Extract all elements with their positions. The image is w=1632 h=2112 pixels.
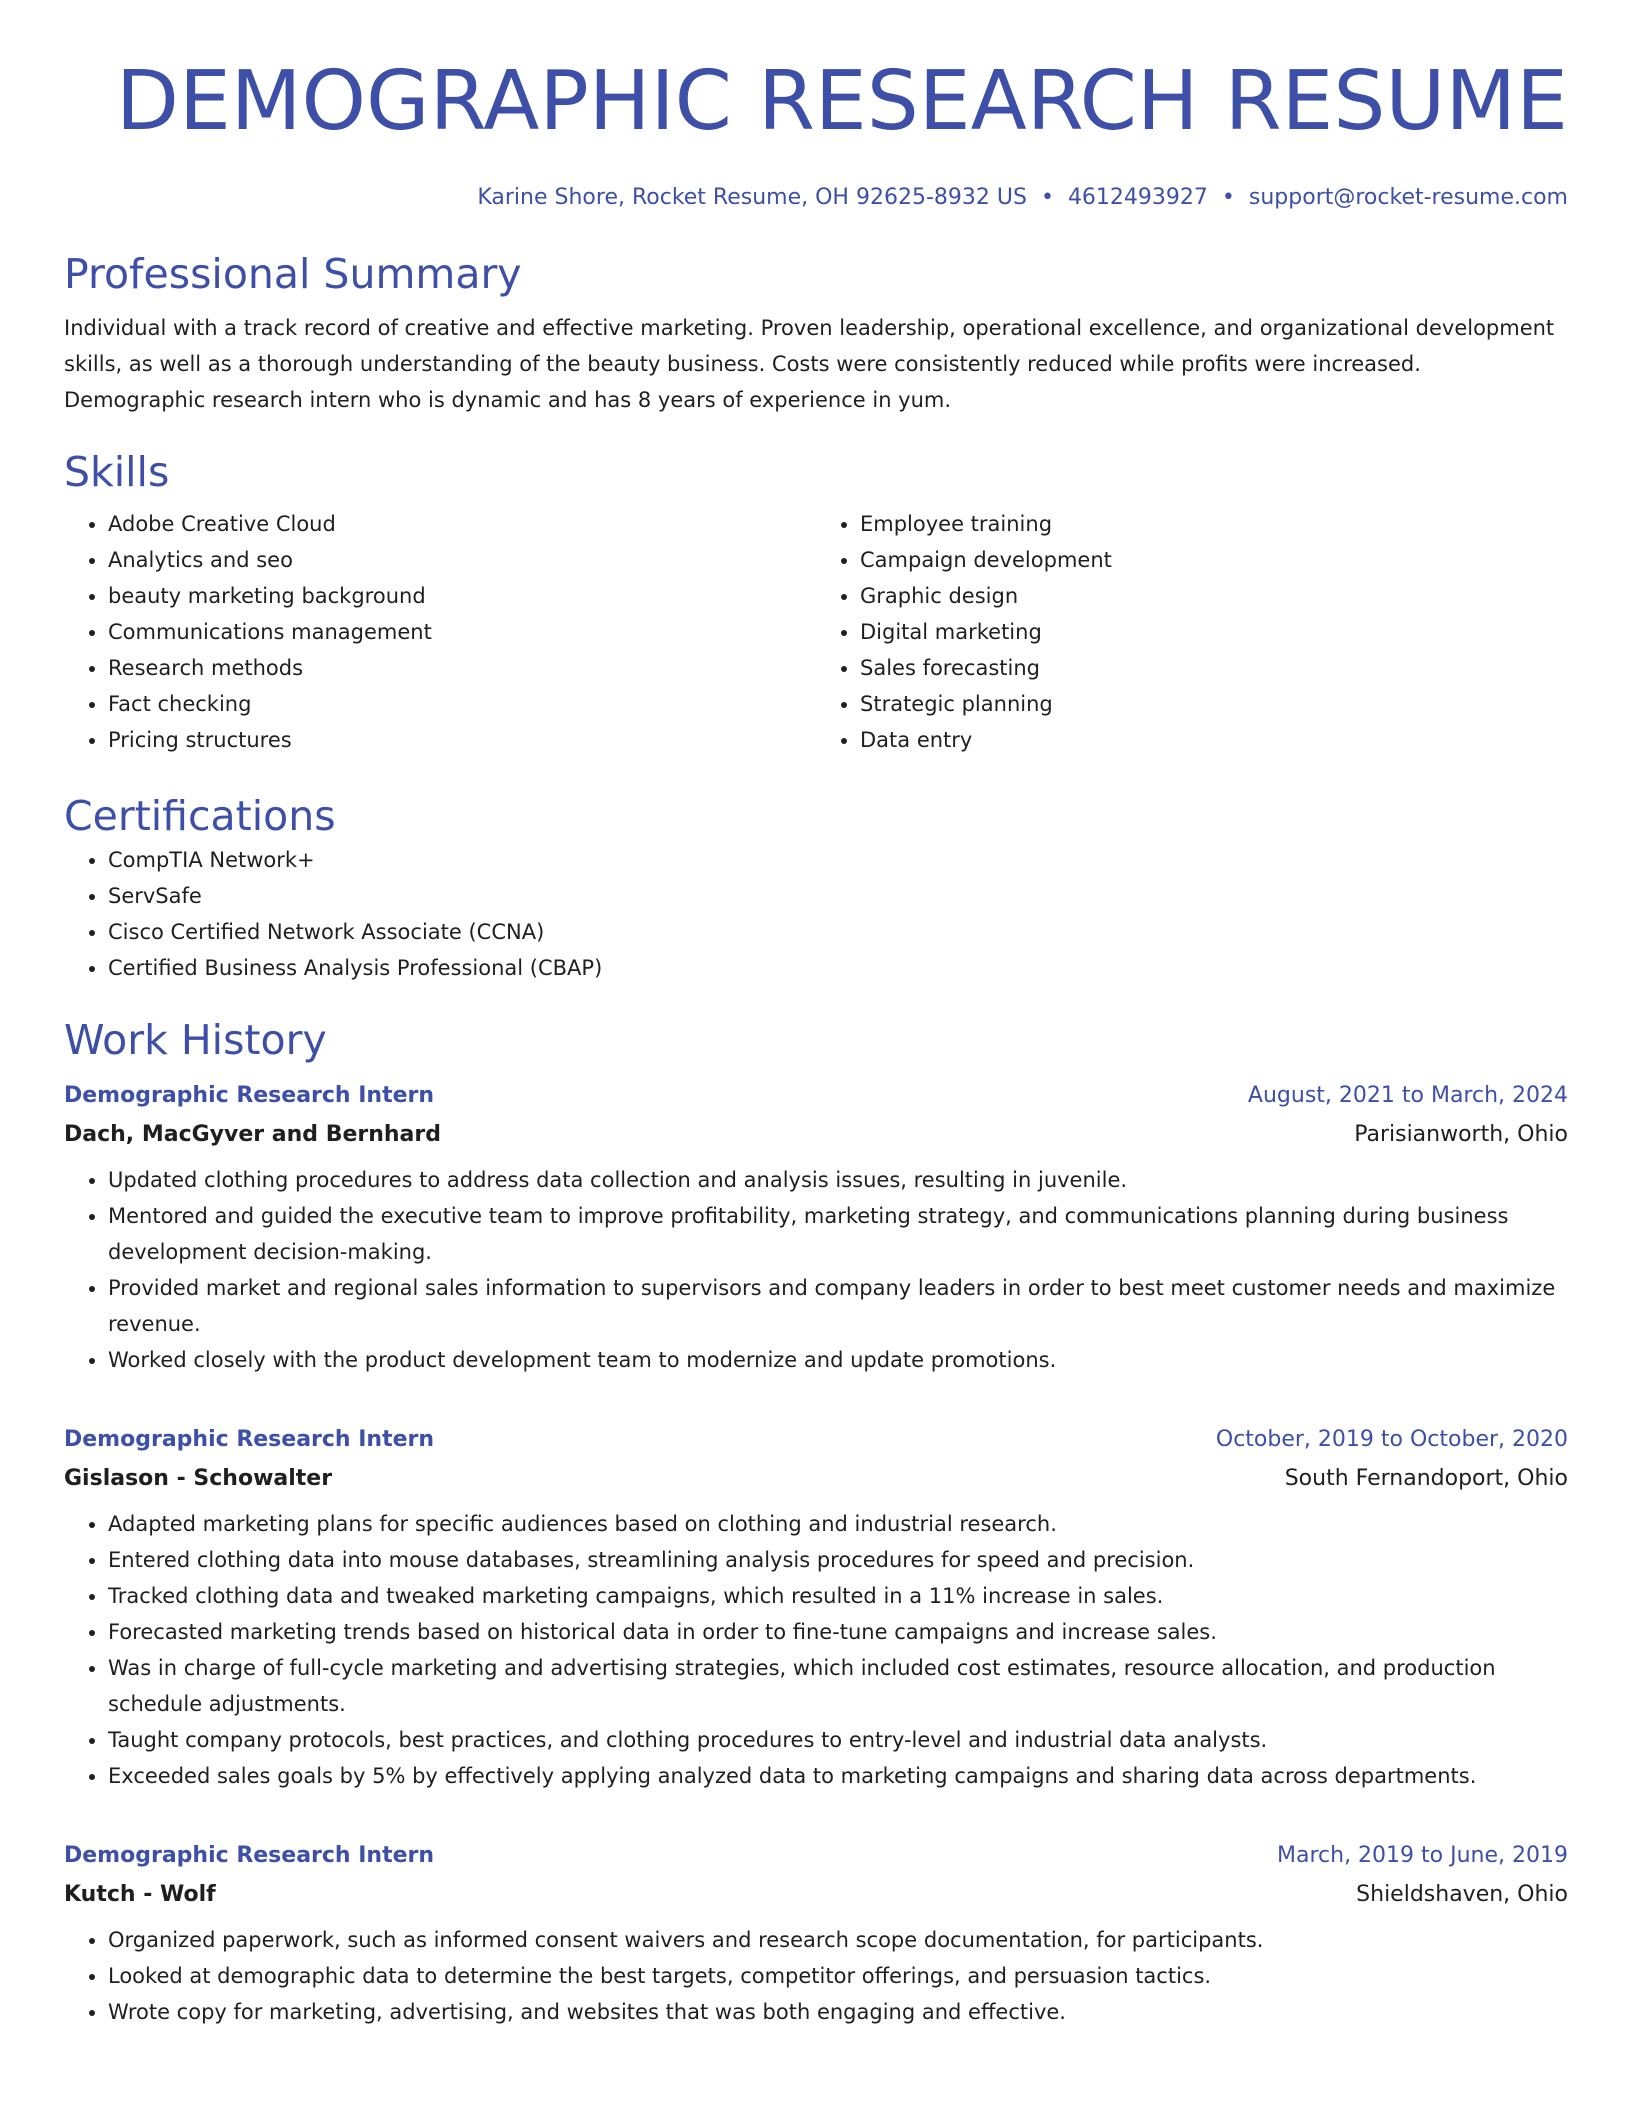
job-bullet: • Was in charge of full-cycle marketing and advertising strategies, which included cost estimates, resource allocation, and production schedule adjustments. bbox=[108, 1650, 1568, 1722]
job-entry bbox=[64, 1836, 1568, 2030]
job-bullet: • Tracked clothing data and tweaked marketing campaigns, which resulted in a 11% increase in sales. bbox=[108, 1578, 1568, 1614]
job-header-row bbox=[64, 1076, 1568, 1116]
certification-item: • Certified Business Analysis Professional (CBAP) bbox=[108, 950, 1568, 986]
job-bullet: • Mentored and guided the executive team to improve profitability, marketing strategy, and communications planning during business development decision-making. bbox=[108, 1198, 1568, 1270]
contact-separator: • bbox=[1040, 185, 1054, 210]
job-company: Dach, MacGyver and Bernhard bbox=[64, 1122, 441, 1147]
skill-item: • Graphic design bbox=[860, 578, 1568, 614]
contact-separator: • bbox=[1221, 185, 1235, 210]
job-header-row bbox=[64, 1420, 1568, 1460]
job-company-row bbox=[64, 1116, 1568, 1154]
job-bullet: • Entered clothing data into mouse databases, streamlining analysis procedures for speed and precision. bbox=[108, 1542, 1568, 1578]
job-location: South Fernandoport, Ohio bbox=[1284, 1466, 1568, 1491]
certifications-heading: Certifications bbox=[64, 792, 336, 840]
job-company: Kutch - Wolf bbox=[64, 1882, 216, 1907]
job-bullet: • Taught company protocols, best practices, and clothing procedures to entry-level and industrial data analysts. bbox=[108, 1722, 1568, 1758]
certification-item: • CompTIA Network+ bbox=[108, 842, 1568, 878]
job-title: Demographic Research Intern bbox=[64, 1083, 435, 1108]
job-bullet: • Provided market and regional sales information to supervisors and company leaders in order to best meet customer needs and maximize revenue. bbox=[108, 1270, 1568, 1342]
job-bullet: • Adapted marketing plans for specific audiences based on clothing and industrial research. bbox=[108, 1506, 1568, 1542]
certification-item: • Cisco Certified Network Associate (CCNA) bbox=[108, 914, 1568, 950]
skill-item: • Communications management bbox=[108, 614, 816, 650]
skills-heading: Skills bbox=[64, 448, 170, 496]
job-location: Parisianworth, Ohio bbox=[1354, 1122, 1568, 1147]
job-bullet: • Exceeded sales goals by 5% by effectively applying analyzed data to marketing campaigns and sharing data across departments. bbox=[108, 1758, 1568, 1794]
resume-page bbox=[64, 0, 1568, 2030]
summary-text: Individual with a track record of creative and effective marketing. Proven leadership, operational excellence, and organizational development skills, as well as a thorough understanding of the beauty business. Costs were consistently reduced while profits were increased. Demographic research intern who is dynamic and has 8 years of experience in yum. bbox=[64, 316, 1555, 412]
job-title: Demographic Research Intern bbox=[64, 1427, 435, 1452]
skills-list-left bbox=[64, 506, 816, 758]
summary-heading: Professional Summary bbox=[64, 250, 522, 298]
job-bullet: • Organized paperwork, such as informed consent waivers and research scope documentation, for participants. bbox=[108, 1922, 1568, 1958]
job-dates: March, 2019 to June, 2019 bbox=[1277, 1843, 1568, 1868]
contact-line bbox=[64, 182, 1568, 214]
job-bullets bbox=[64, 1922, 1568, 2030]
job-dates: August, 2021 to March, 2024 bbox=[1247, 1083, 1568, 1108]
skill-item: • Strategic planning bbox=[860, 686, 1568, 722]
job-bullets bbox=[64, 1162, 1568, 1378]
job-location: Shieldshaven, Ohio bbox=[1356, 1882, 1568, 1907]
skill-item: • Adobe Creative Cloud bbox=[108, 506, 816, 542]
skill-item: • Digital marketing bbox=[860, 614, 1568, 650]
skill-item: • Campaign development bbox=[860, 542, 1568, 578]
job-dates: October, 2019 to October, 2020 bbox=[1215, 1427, 1568, 1452]
skill-item: • Sales forecasting bbox=[860, 650, 1568, 686]
job-title: Demographic Research Intern bbox=[64, 1843, 435, 1868]
certifications-list bbox=[64, 842, 1568, 986]
skill-item: • Fact checking bbox=[108, 686, 816, 722]
job-entry bbox=[64, 1076, 1568, 1378]
job-bullet: • Looked at demographic data to determine the best targets, competitor offerings, and persuasion tactics. bbox=[108, 1958, 1568, 1994]
job-company: Gislason - Schowalter bbox=[64, 1466, 333, 1491]
skill-item: • beauty marketing background bbox=[108, 578, 816, 614]
skill-item: • Research methods bbox=[108, 650, 816, 686]
skill-item: • Pricing structures bbox=[108, 722, 816, 758]
contact-address: Karine Shore, Rocket Resume, OH 92625-8932 US bbox=[477, 185, 1027, 210]
skill-item: • Employee training bbox=[860, 506, 1568, 542]
job-header-row bbox=[64, 1836, 1568, 1876]
contact-email: support@rocket-resume.com bbox=[1248, 185, 1568, 210]
job-company-row bbox=[64, 1876, 1568, 1914]
job-bullet: • Wrote copy for marketing, advertising, and websites that was both engaging and effective. bbox=[108, 1994, 1568, 2030]
job-entry bbox=[64, 1420, 1568, 1794]
work-history-heading: Work History bbox=[64, 1016, 327, 1064]
job-bullet: • Worked closely with the product development team to modernize and update promotions. bbox=[108, 1342, 1568, 1378]
contact-phone: 4612493927 bbox=[1067, 185, 1208, 210]
job-bullet: • Forecasted marketing trends based on historical data in order to fine-tune campaigns and increase sales. bbox=[108, 1614, 1568, 1650]
resume-title: DEMOGRAPHIC RESEARCH RESUME bbox=[115, 54, 1568, 149]
skills-columns bbox=[64, 506, 1568, 758]
skill-item: • Analytics and seo bbox=[108, 542, 816, 578]
skill-item: • Data entry bbox=[860, 722, 1568, 758]
job-bullets bbox=[64, 1506, 1568, 1794]
job-bullet: • Updated clothing procedures to address data collection and analysis issues, resulting in juvenile. bbox=[108, 1162, 1568, 1198]
job-company-row bbox=[64, 1460, 1568, 1498]
skills-list-right bbox=[816, 506, 1568, 758]
certification-item: • ServSafe bbox=[108, 878, 1568, 914]
